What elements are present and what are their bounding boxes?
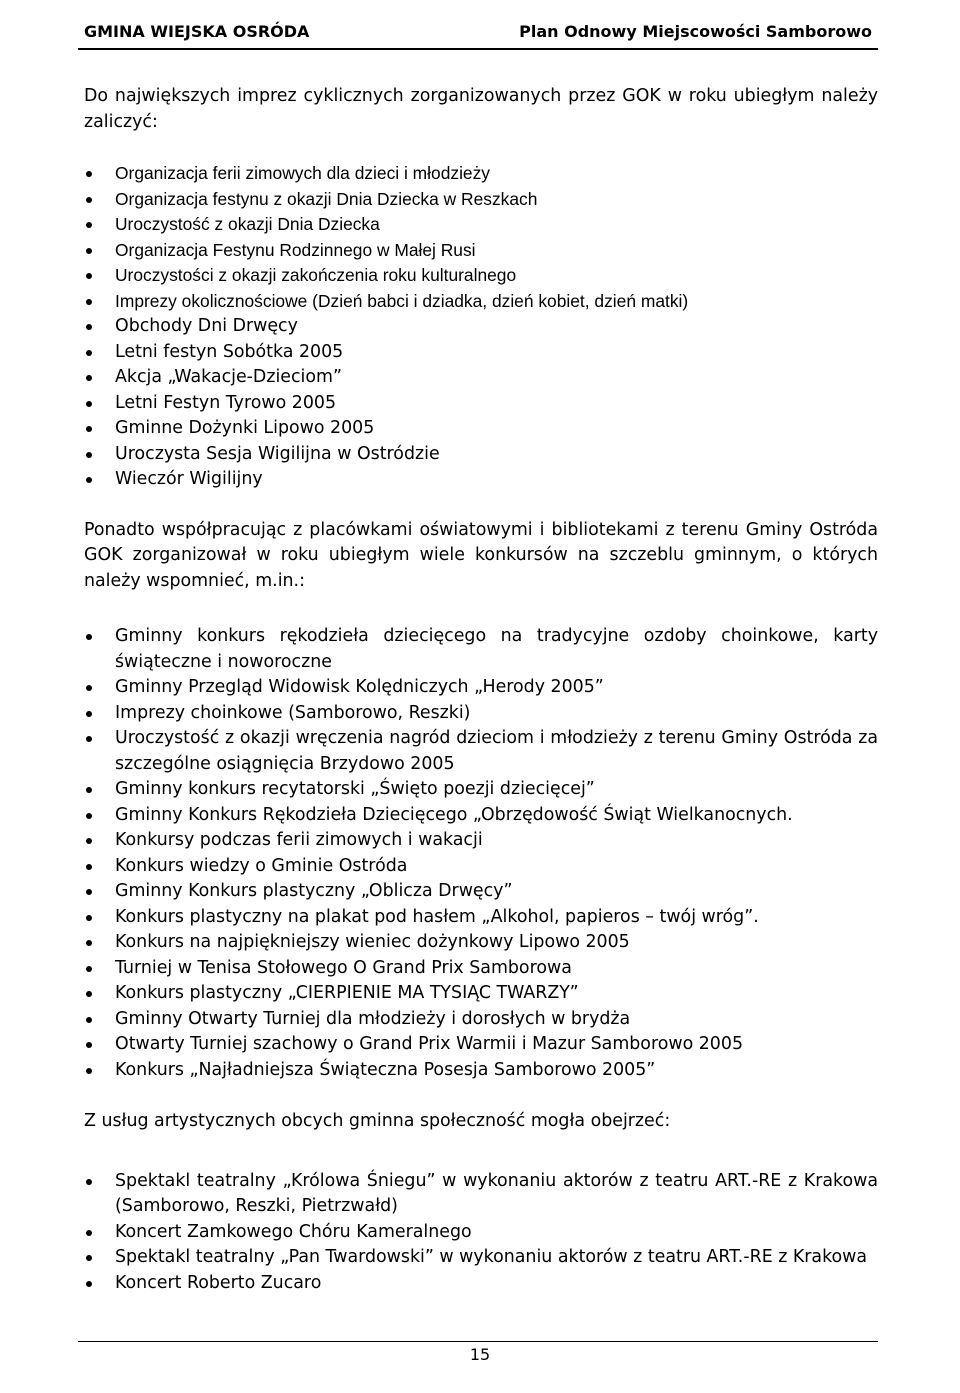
list-item: Wieczór Wigilijny: [84, 467, 878, 493]
footer-rule: [78, 1341, 878, 1342]
list-item: Uroczysta Sesja Wigilijna w Ostródzie: [84, 442, 878, 468]
list-item: Uroczystości z okazji zakończenia roku kulturalnego: [84, 263, 878, 289]
list-item: Organizacja festynu z okazji Dnia Dziecka w Reszkach: [84, 187, 878, 213]
header-right-title: Plan Odnowy Miejscowości Samborowo: [519, 22, 872, 41]
list-item: Konkurs plastyczny „CIERPIENIE MA TYSIĄC TWARZY”: [84, 981, 878, 1007]
list-item: Organizacja Festynu Rodzinnego w Małej Rusi: [84, 238, 878, 264]
list-item: Spektakl teatralny „Pan Twardowski” w wykonaniu aktorów z teatru ART.-RE z Krakowa: [84, 1245, 878, 1271]
contests-list: [84, 624, 878, 1083]
list-item: Konkurs na najpiękniejszy wieniec dożynkowy Lipowo 2005: [84, 930, 878, 956]
list-item: Konkursy podczas ferii zimowych i wakacji: [84, 828, 878, 854]
list-item: Gminny Przegląd Widowisk Kolędniczych „Herody 2005”: [84, 675, 878, 701]
list-item: Turniej w Tenisa Stołowego O Grand Prix Samborowa: [84, 956, 878, 982]
list-item: Akcja „Wakacje-Dzieciom”: [84, 365, 878, 391]
list-item: Konkurs „Najładniejsza Świąteczna Posesja Samborowo 2005”: [84, 1058, 878, 1084]
list-item: Letni festyn Sobótka 2005: [84, 340, 878, 366]
list-item: Koncert Roberto Zucaro: [84, 1271, 878, 1297]
list-item: Konkurs plastyczny na plakat pod hasłem „Alkohol, papieros – twój wróg”.: [84, 905, 878, 931]
list-item: Letni Festyn Tyrowo 2005: [84, 391, 878, 417]
list-item: Imprezy choinkowe (Samborowo, Reszki): [84, 701, 878, 727]
list-item: Organizacja ferii zimowych dla dzieci i młodzieży: [84, 161, 878, 187]
list-item: Otwarty Turniej szachowy o Grand Prix Warmii i Mazur Samborowo 2005: [84, 1032, 878, 1058]
contests-intro-paragraph: Ponadto współpracując z placówkami oświatowymi i bibliotekami z terenu Gminy Ostróda GOK zorganizował w roku ubiegłym wiele konkursów na szczeblu gminnym, o których należy wspomnieć, m.in.:: [84, 519, 878, 591]
shows-list: [84, 1169, 878, 1297]
list-item: Spektakl teatralny „Królowa Śniegu” w wykonaniu aktorów z teatru ART.-RE z Krakowa (Samborowo, Reszki, Pietrzwałd): [84, 1169, 878, 1220]
list-item: Obchody Dni Drwęcy: [84, 314, 878, 340]
list-item: Koncert Zamkowego Chóru Kameralnego: [84, 1220, 878, 1246]
list-item: Gminny Otwarty Turniej dla młodzieży i dorosłych w brydża: [84, 1007, 878, 1033]
list-item: Gminny konkurs recytatorski „Święto poezji dziecięcej”: [84, 777, 878, 803]
document-body: [84, 84, 878, 1296]
events-list: [84, 161, 878, 493]
list-item: Konkurs wiedzy o Gminie Ostróda: [84, 854, 878, 880]
page-number: 15: [469, 1345, 491, 1364]
page-header: [78, 14, 878, 50]
header-left-title: GMINA WIEJSKA OSRÓDA: [84, 22, 310, 41]
list-item: Imprezy okolicznościowe (Dzień babci i dziadka, dzień kobiet, dzień matki): [84, 289, 878, 315]
list-item: Gminny Konkurs Rękodzieła Dziecięcego „Obrzędowość Świąt Wielkanocnych.: [84, 803, 878, 829]
list-item: Uroczystość z okazji wręczenia nagród dzieciom i młodzieży z terenu Gminy Ostróda za szczególne osiągnięcia Brzydowo 2005: [84, 726, 878, 777]
list-item: Uroczystość z okazji Dnia Dziecka: [84, 212, 878, 238]
intro-paragraph: Do największych imprez cyklicznych zorganizowanych przez GOK w roku ubiegłym należy zaliczyć:: [84, 86, 878, 132]
list-item: Gminny konkurs rękodzieła dziecięcego na tradycyjne ozdoby choinkowe, karty świąteczne i noworoczne: [84, 624, 878, 675]
list-item: Gminny Konkurs plastyczny „Oblicza Drwęcy”: [84, 879, 878, 905]
list-item: Gminne Dożynki Lipowo 2005: [84, 416, 878, 442]
shows-intro-paragraph: Z usług artystycznych obcych gminna społeczność mogła obejrzeć:: [84, 1111, 671, 1131]
